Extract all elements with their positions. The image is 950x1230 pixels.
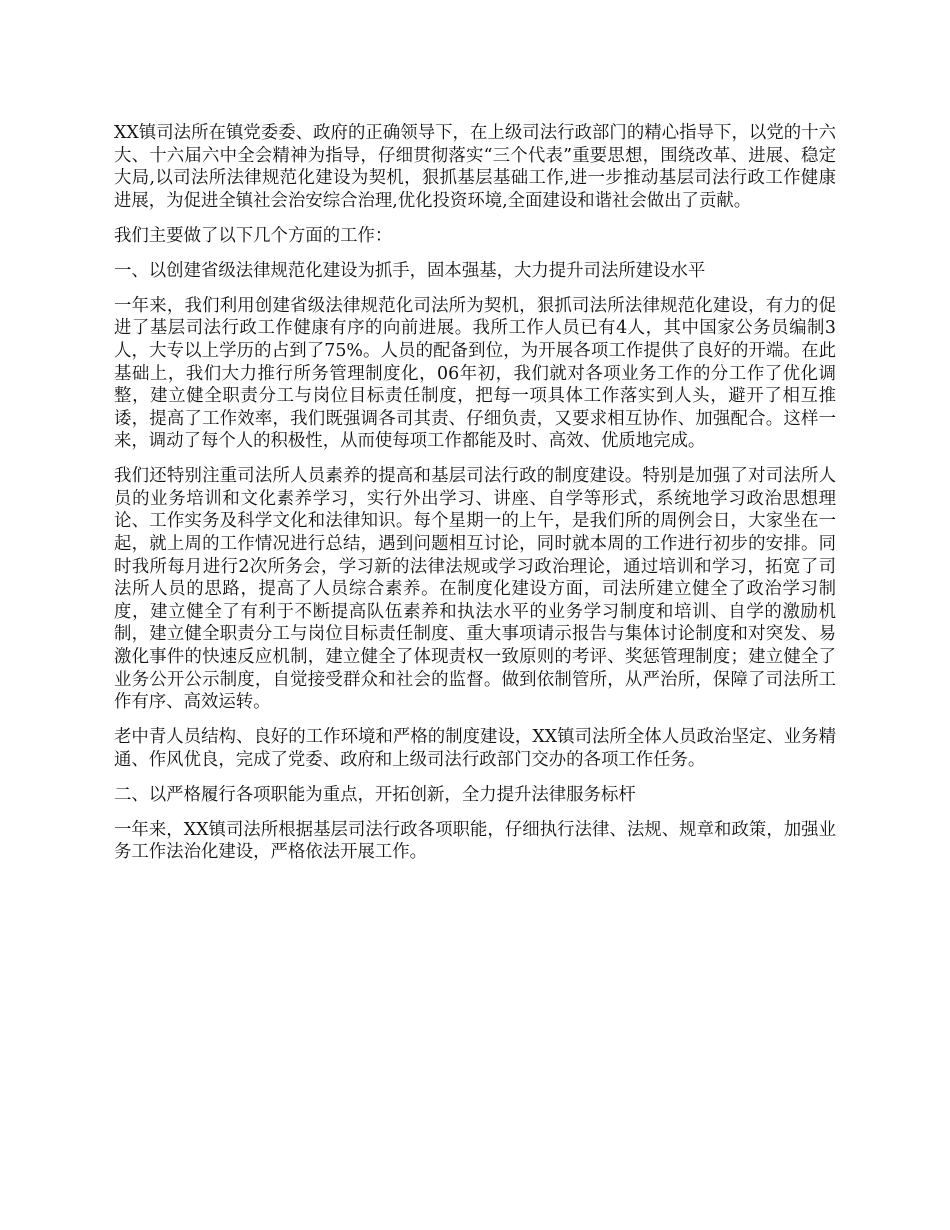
summary-lead-paragraph: 我们主要做了以下几个方面的工作：	[114, 225, 393, 246]
section-two-heading: 二、以严格履行各项职能为重点，开拓创新，全力提升法律服务标杆	[114, 784, 636, 805]
section-one-heading: 一、以创建省级法律规范化建设为抓手，固本强基，大力提升司法所建设水平	[114, 260, 706, 281]
intro-paragraph: XX镇司法所在镇党委委、政府的正确领导下，在上级司法行政部门的精心指导下，以党的十六大、十六届六中全会精神为指导，仔细贯彻落实“三个代表”重要思想，围绕改革、进展、稳定大局,以司法所法律规范化建设为契机，狠抓基层基础工作,进一步推动基层司法行政工作健康进展，为促进全镇社会治安综合治理,优化投资环境,全面建设和谐社会做出了贡献。	[114, 123, 836, 211]
section-one-paragraph-3: 老中青人员结构、良好的工作环境和严格的制度建设，XX镇司法所全体人员政治坚定、业务精通、作风优良，完成了党委、政府和上级司法行政部门交办的各项工作任务。	[114, 727, 836, 770]
section-two-paragraph-1: 一年来，XX镇司法所根据基层司法行政各项职能，仔细执行法律、法规、规章和政策，加强业务工作法治化建设，严格依法开展工作。	[114, 819, 836, 863]
section-one-paragraph-1: 一年来，我们利用创建省级法律规范化司法所为契机，狠抓司法所法律规范化建设，有力的促进了基层司法行政工作健康有序的向前进展。我所工作人员已有4人，其中国家公务员编制3人，大专以上学历的占到了75%。人员的配备到位，为开展各项工作提供了良好的开端。在此基础上，我们大力推行所务管理制度化，06年初，我们就对各项业务工作的分工作了优化调整，建立健全职责分工与岗位目标责任制度，把每一项具体工作落实到人头，避开了相互推诿，提高了工作效率，我们既强调各司其责、仔细负责，又要求相互协作、加强配合。这样一来，调动了每个人的积极性，从而使每项工作都能及时、高效、优质地完成。	[114, 295, 836, 452]
document-body	[114, 122, 836, 876]
section-one-paragraph-2: 我们还特别注重司法所人员素养的提高和基层司法行政的制度建设。特别是加强了对司法所人员的业务培训和文化素养学习，实行外出学习、讲座、自学等形式，系统地学习政治思想理论、工作实务及科学文化和法律知识。每个星期一的上午，是我们所的周例会日，大家坐在一起，就上周的工作情况进行总结，遇到问题相互讨论，同时就本周的工作进行初步的安排。同时我所每月进行2次所务会，学习新的法律法规或学习政治理论，通过培训和学习，拓宽了司法所人员的思路，提高了人员综合素养。在制度化建设方面，司法所建立健全了政治学习制度，建立健全了有利于不断提高队伍素养和执法水平的业务学习制度和培训、自学的激励机制，建立健全职责分工与岗位目标责任制度、重大事项请示报告与集体讨论制度和对突发、易激化事件的快速反应机制，建立健全了体现责权一致原则的考评、奖惩管理制度；建立健全了业务公开公示制度，自觉接受群众和社会的监督。做到依制管所，从严治所，保障了司法所工作有序、高效运转。	[114, 466, 836, 713]
